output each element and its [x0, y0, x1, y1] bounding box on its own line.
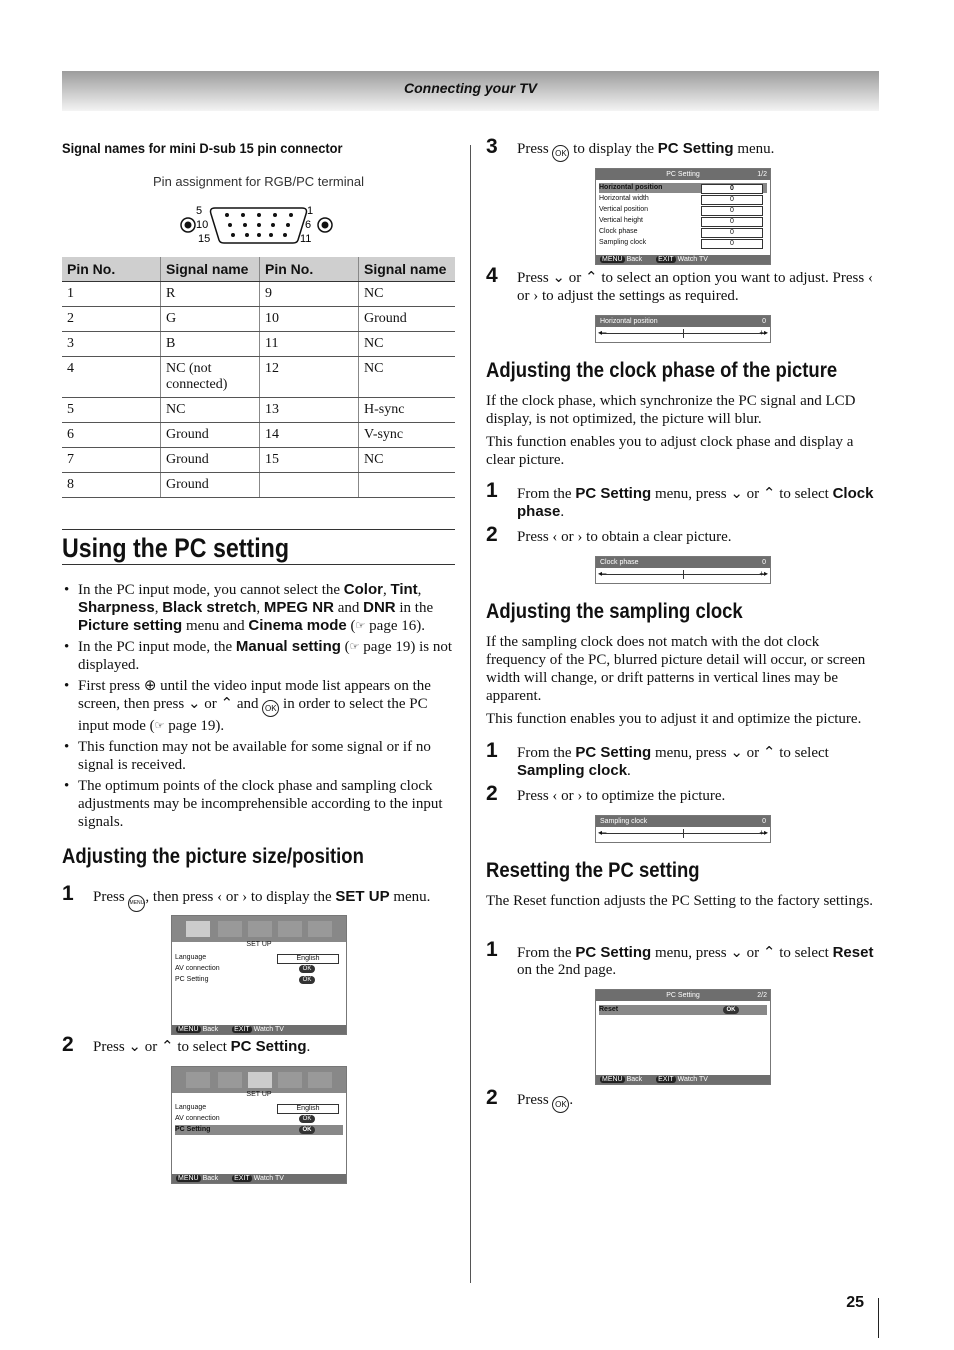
- up-arrow-icon: ⌃: [220, 696, 234, 712]
- step-text: Press ⌄ or ⌃ to select an option you want to adjust. Press ‹ or › to adjust the settings as required.: [517, 270, 873, 304]
- picture-tab-icon: [186, 1072, 210, 1088]
- menu-row-selected: Reset OK: [599, 1005, 767, 1015]
- section-rule: [62, 564, 455, 565]
- plus-icon: +▸: [759, 828, 768, 837]
- dsub-connector-diagram: [170, 198, 350, 250]
- menu-row: AV connection OK: [175, 964, 343, 974]
- timer-tab-icon: [278, 921, 302, 937]
- page-number: 25: [846, 1294, 864, 1311]
- up-arrow-icon: ⌃: [585, 270, 598, 286]
- left-arrow-icon: ‹: [217, 889, 223, 905]
- table-row: [62, 332, 455, 357]
- table-cell: 2: [62, 307, 161, 332]
- table-cell: V-sync: [359, 423, 456, 448]
- list-item: • In the PC input mode, you cannot select the Color, Tint, Sharpness, Black stretch, MPEG NR and DNR in the Picture setting menu and Cinema mode (☞ page 16).: [62, 581, 457, 635]
- page-number-rule: [878, 1298, 879, 1338]
- table-cell: Ground: [359, 307, 456, 332]
- table-row: [62, 473, 455, 498]
- step-number: 2: [486, 1086, 498, 1109]
- step-number: 1: [486, 938, 498, 961]
- pin-label-6: 6: [305, 219, 312, 231]
- table-cell: Ground: [161, 448, 260, 473]
- pin-label-11: 11: [300, 233, 312, 245]
- column-header: Pin No.: [62, 257, 161, 282]
- step-number: 2: [62, 1033, 74, 1056]
- table-cell: R: [161, 282, 260, 307]
- right-arrow-icon: ›: [533, 288, 539, 304]
- menu-row-selected: PC Setting OK: [175, 1125, 343, 1135]
- down-arrow-icon: ⌄: [730, 745, 743, 761]
- table-cell: 3: [62, 332, 161, 357]
- table-row: [62, 307, 455, 332]
- down-arrow-icon: ⌄: [128, 1039, 141, 1055]
- table-cell: NC: [359, 282, 456, 307]
- preferences-tab-icon: [308, 921, 332, 937]
- minus-icon: ◂–: [598, 328, 607, 337]
- step-text: Press ‹ or › to obtain a clear picture.: [517, 529, 732, 545]
- screen-titlebar: PC Setting 1/2: [596, 169, 770, 180]
- ok-button-icon: OK: [552, 1096, 569, 1113]
- step-text: From the PC Setting menu, press ⌄ or ⌃ to select Reset on the 2nd page.: [517, 944, 874, 978]
- ok-button-icon: OK: [552, 145, 569, 162]
- table-row: [62, 423, 455, 448]
- table-cell: 1: [62, 282, 161, 307]
- column-header: Signal name: [359, 257, 456, 282]
- list-item: • This function may not be available for some signal or if no signal is received.: [62, 738, 457, 774]
- connector-heading: Signal names for mini D-sub 15 pin connector: [62, 140, 343, 156]
- input-button-icon: ⊕: [143, 678, 157, 694]
- table-cell: H-sync: [359, 398, 456, 423]
- screen-footer: MENU Back EXIT Watch TV: [172, 1174, 346, 1183]
- step-number: 3: [486, 135, 498, 158]
- step-number: 1: [486, 739, 498, 762]
- minus-icon: ◂–: [598, 569, 607, 578]
- paragraph: This function enables you to adjust clock phase and display a clear picture.: [486, 434, 854, 468]
- pin-label-10: 10: [196, 219, 209, 231]
- left-arrow-icon: ‹: [867, 270, 873, 286]
- screen-footer: MENU Back EXIT Watch TV: [172, 1025, 346, 1034]
- step-text: From the PC Setting menu, press ⌄ or ⌃ to select Sampling clock.: [517, 744, 829, 779]
- menu-icon-bar: [172, 1067, 346, 1093]
- right-arrow-icon: ›: [577, 529, 583, 545]
- table-cell: NC (not connected): [161, 357, 260, 398]
- menu-row: Horizontal width 0: [599, 194, 767, 204]
- page-reference-icon: ☞: [355, 620, 366, 632]
- table-cell: 5: [62, 398, 161, 423]
- pin-assignment-table: [62, 257, 455, 498]
- menu-button-icon: MENU: [128, 895, 145, 912]
- sound-tab-icon: [218, 921, 242, 937]
- clock-phase-slider[interactable]: Clock phase 0 ◂– +▸: [595, 556, 771, 584]
- setup-tab-icon: [248, 1072, 272, 1088]
- screen-titlebar: PC Setting 2/2: [596, 990, 770, 1001]
- down-arrow-icon: ⌄: [730, 945, 743, 961]
- plus-icon: +▸: [759, 569, 768, 578]
- table-cell: G: [161, 307, 260, 332]
- up-arrow-icon: ⌃: [762, 486, 776, 502]
- section-rule: [62, 529, 455, 530]
- page-reference-icon: ☞: [154, 720, 165, 732]
- table-header-row: [62, 257, 455, 282]
- screen-footer: MENU Back EXIT Watch TV: [596, 1075, 770, 1084]
- table-cell: [260, 473, 359, 498]
- section-title: Using the PC setting: [62, 533, 290, 563]
- sampling-clock-slider[interactable]: Sampling clock 0 ◂– +▸: [595, 815, 771, 843]
- pin-label-5: 5: [196, 205, 203, 217]
- table-cell: [359, 473, 456, 498]
- menu-icon-bar: [172, 916, 346, 942]
- step-number: 1: [486, 479, 498, 502]
- notes-list: [62, 581, 457, 834]
- pc-setting-page2-screen: [595, 989, 771, 1085]
- list-item: • In the PC input mode, the Manual setting (☞ page 19) is not displayed.: [62, 638, 457, 674]
- table-row: [62, 282, 455, 307]
- table-cell: 6: [62, 423, 161, 448]
- screen-title: SET UP: [246, 941, 272, 948]
- menu-row: Clock phase 0: [599, 227, 767, 237]
- paragraph: This function enables you to adjust it and optimize the picture.: [486, 711, 862, 727]
- pin-label-1: 1: [307, 205, 314, 217]
- table-cell: 12: [260, 357, 359, 398]
- right-arrow-icon: ›: [577, 788, 583, 804]
- table-cell: 11: [260, 332, 359, 357]
- menu-row: Language English: [175, 1103, 343, 1113]
- paragraph: If the sampling clock does not match with the dot clock frequency of the PC, blurred picture detail will occur, or screen width will change, or drift patterns in vertical lines may be apparent.: [486, 634, 866, 704]
- up-arrow-icon: ⌃: [762, 745, 776, 761]
- header-title: Connecting your TV: [404, 80, 537, 96]
- table-cell: 4: [62, 357, 161, 398]
- table-cell: NC: [161, 398, 260, 423]
- sound-tab-icon: [218, 1072, 242, 1088]
- table-cell: 7: [62, 448, 161, 473]
- table-cell: NC: [359, 332, 456, 357]
- left-arrow-icon: ‹: [552, 529, 558, 545]
- step-text: Press OK .: [517, 1091, 879, 1113]
- pin-label-15: 15: [198, 233, 211, 245]
- step-number: 1: [62, 882, 74, 905]
- list-item: • First press ⊕ until the video input mode list appears on the screen, then press ⌄ or ⌃ and OK in order to select the PC input mode (☞ page 19).: [62, 677, 457, 735]
- menu-row: Vertical position 0: [599, 205, 767, 215]
- timer-tab-icon: [278, 1072, 302, 1088]
- table-cell: NC: [359, 448, 456, 473]
- column-header: Signal name: [161, 257, 260, 282]
- preferences-tab-icon: [308, 1072, 332, 1088]
- connector-caption: Pin assignment for RGB/PC terminal: [153, 174, 364, 189]
- paragraph: If the clock phase, which synchronize the PC signal and LCD display, is not optimized, the picture will blur.: [486, 393, 856, 427]
- paragraph: The Reset function adjusts the PC Setting to the factory settings.: [486, 893, 874, 909]
- table-row: [62, 448, 455, 473]
- ok-button-icon: OK: [262, 700, 279, 717]
- minus-icon: ◂–: [598, 828, 607, 837]
- table-cell: 10: [260, 307, 359, 332]
- step-text: From the PC Setting menu, press ⌄ or ⌃ to select Clock phase.: [517, 485, 874, 520]
- menu-row: AV connection OK: [175, 1114, 343, 1124]
- screen-title: SET UP: [246, 1091, 272, 1098]
- step-text: Press OK to display the PC Setting menu.: [517, 140, 877, 162]
- subsection-title: Resetting the PC setting: [486, 859, 700, 882]
- column-header: Pin No.: [260, 257, 359, 282]
- setup-tab-icon: [248, 921, 272, 937]
- step-text: Press MENU, then press ‹ or › to display the SET UP menu.: [93, 888, 458, 912]
- table-cell: B: [161, 332, 260, 357]
- table-cell: 13: [260, 398, 359, 423]
- plus-icon: +▸: [759, 328, 768, 337]
- step-number: 4: [486, 264, 498, 287]
- down-arrow-icon: ⌄: [730, 486, 743, 502]
- step-text: Press ‹ or › to optimize the picture.: [517, 788, 726, 804]
- page-reference-icon: ☞: [349, 641, 360, 653]
- table-cell: NC: [359, 357, 456, 398]
- setup-menu-screen: [171, 915, 347, 1035]
- step-number: 2: [486, 523, 498, 546]
- table-cell: 14: [260, 423, 359, 448]
- picture-tab-icon: [186, 921, 210, 937]
- up-arrow-icon: ⌃: [762, 945, 776, 961]
- pc-setting-screen: [595, 168, 771, 265]
- step-text: Press ⌄ or ⌃ to select PC Setting.: [93, 1038, 311, 1055]
- menu-row: Vertical height 0: [599, 216, 767, 226]
- horizontal-position-slider[interactable]: Horizontal position 0 ◂– +▸: [595, 315, 771, 343]
- menu-row-selected: Horizontal position 0: [599, 183, 767, 193]
- down-arrow-icon: ⌄: [187, 696, 201, 712]
- page-header: [62, 71, 879, 111]
- setup-menu-screen: [171, 1066, 347, 1184]
- down-arrow-icon: ⌄: [552, 270, 565, 286]
- subsection-title: Adjusting the clock phase of the picture: [486, 359, 838, 382]
- table-cell: 8: [62, 473, 161, 498]
- table-row: [62, 357, 455, 398]
- column-divider: [470, 145, 471, 1283]
- subsection-title: Adjusting the sampling clock: [486, 600, 743, 623]
- right-arrow-icon: ›: [242, 889, 248, 905]
- table-cell: Ground: [161, 423, 260, 448]
- menu-row: PC Setting OK: [175, 975, 343, 985]
- subsection-title: Adjusting the picture size/position: [62, 845, 364, 868]
- table-cell: 9: [260, 282, 359, 307]
- table-cell: 15: [260, 448, 359, 473]
- table-cell: Ground: [161, 473, 260, 498]
- table-row: [62, 398, 455, 423]
- menu-row: Sampling clock 0: [599, 238, 767, 248]
- screen-footer: MENU Back EXIT Watch TV: [596, 255, 770, 264]
- menu-row: Language English: [175, 953, 343, 963]
- step-number: 2: [486, 782, 498, 805]
- up-arrow-icon: ⌃: [161, 1039, 174, 1055]
- list-item: • The optimum points of the clock phase and sampling clock adjustments may be incomprehensible according to the input signals.: [62, 777, 457, 831]
- left-arrow-icon: ‹: [552, 788, 558, 804]
